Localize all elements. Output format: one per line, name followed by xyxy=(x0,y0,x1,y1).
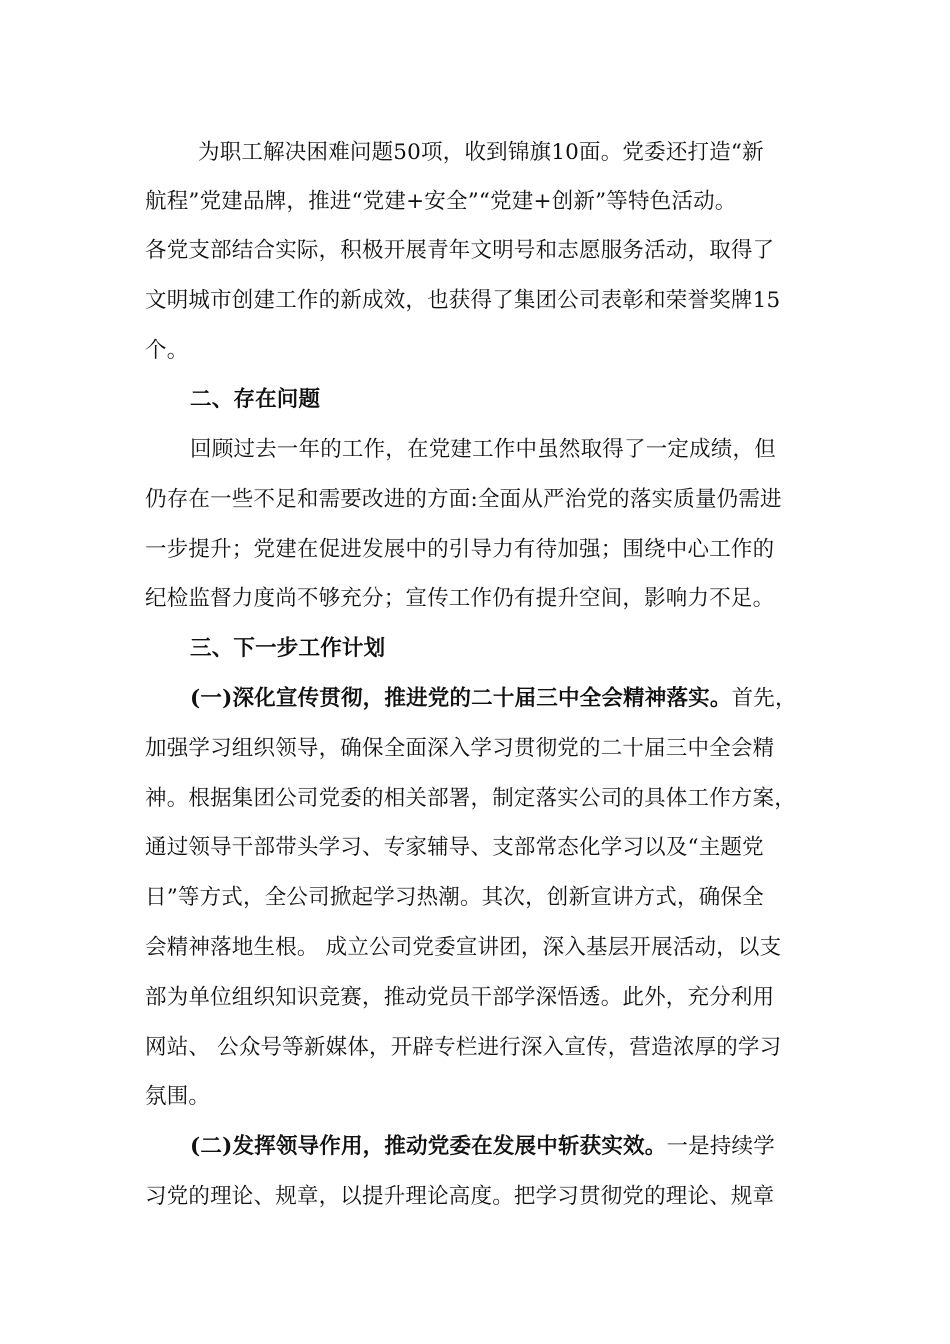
subheading-two: (二)发挥领导作用，推动党委在发展中斩获实效。 xyxy=(190,1134,667,1159)
paragraph-line: 文明城市创建工作的新成效，也获得了集团公司表彰和荣誉奖牌15 xyxy=(145,288,781,313)
paragraph-line: 回顾过去一年的工作，在党建工作中虽然取得了一定成绩，但 xyxy=(190,437,776,462)
paragraph-text: 一是持续学 xyxy=(666,1134,775,1159)
paragraph-line: 氛围。 xyxy=(145,1084,211,1109)
paragraph-line: 航程”党建品牌，推进“党建+安全”“党建+创新”等特色活动。 xyxy=(145,189,737,214)
paragraph-line: 各党支部结合实际，积极开展青年文明号和志愿服务活动，取得了 xyxy=(145,238,775,263)
section-heading-issues: 二、存在问题 xyxy=(190,387,321,412)
paragraph-line: 神。根据集团公司党委的相关部署，制定落实公司的具体工作方案， xyxy=(145,786,797,811)
paragraph-line: 个。 xyxy=(145,338,189,363)
paragraph-line: 日”等方式，全公司掀起学习热潮。其次，创新宣讲方式，确保全 xyxy=(145,885,764,910)
paragraph-line xyxy=(190,1132,880,1162)
subheading-one: (一)深化宣传贯彻，推进党的二十届三中全会精神落实。 xyxy=(190,686,732,711)
paragraph-line: 部为单位组织知识竞赛，推动党员干部学深悟透。此外，充分利用 xyxy=(145,985,775,1010)
paragraph-line: 通过领导干部带头学习、专家辅导、支部常态化学习以及“主题党 xyxy=(145,835,764,860)
paragraph-line xyxy=(190,684,880,714)
paragraph-line: 为职工解决困难问题50项，收到锦旗10面。党委还打造“新 xyxy=(198,140,764,165)
paragraph-line: 仍存在一些不足和需要改进的方面:全面从严治党的落实质量仍需进 xyxy=(145,487,782,512)
paragraph-line: 加强学习组织领导，确保全面深入学习贯彻党的二十届三中全会精 xyxy=(145,736,775,761)
paragraph-text: 首先， xyxy=(731,686,797,711)
paragraph-line: 会精神落地生根。 成立公司党委宣讲团，深入基层开展活动，以支 xyxy=(145,935,782,960)
section-heading-plan: 三、下一步工作计划 xyxy=(190,636,386,661)
paragraph-line: 纪检监督力度尚不够充分；宣传工作仍有提升空间，影响力不足。 xyxy=(145,586,775,611)
paragraph-line: 网站、 公众号等新媒体，开辟专栏进行深入宣传，营造浓厚的学习 xyxy=(145,1035,782,1060)
paragraph-line: 一步提升；党建在促进发展中的引导力有待加强；围绕中心工作的 xyxy=(145,537,775,562)
paragraph-line: 习党的理论、规章，以提升理论高度。把学习贯彻党的理论、规章 xyxy=(145,1184,775,1209)
